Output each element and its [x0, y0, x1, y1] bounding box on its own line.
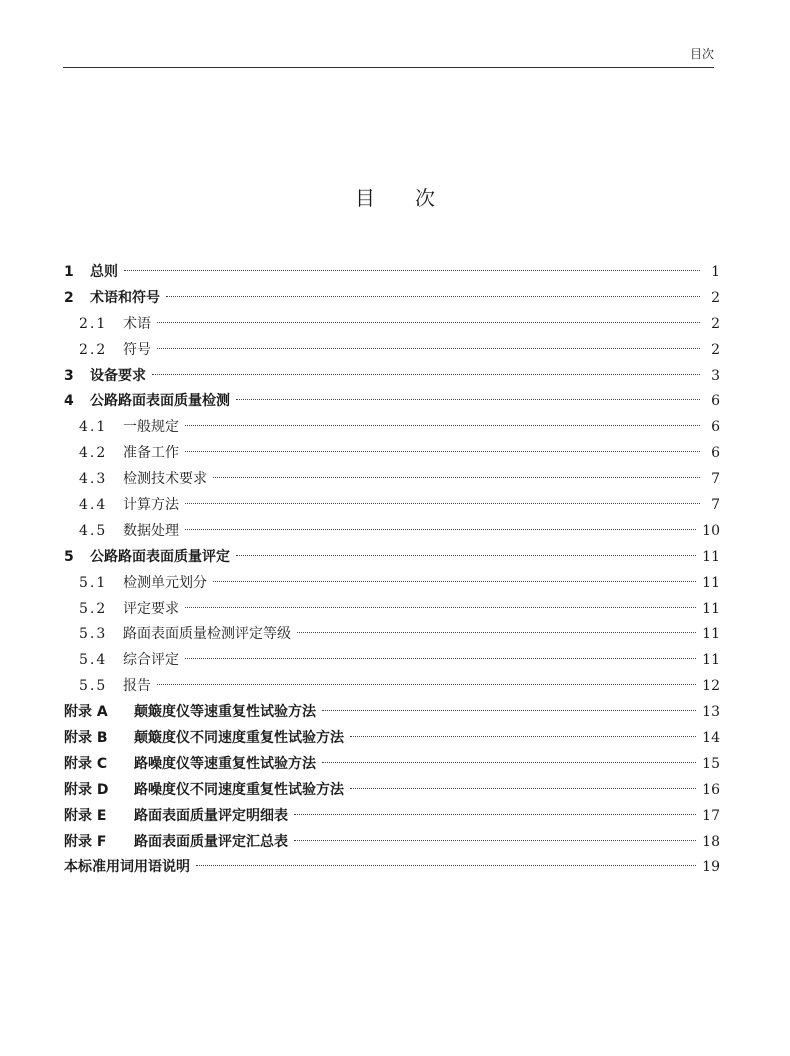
toc-entry[interactable] [64, 519, 720, 545]
running-header: 目次 [689, 47, 714, 61]
toc-dot-leader [213, 581, 696, 582]
toc-entry-title: 路面表面质量检测评定等级 [123, 626, 291, 643]
toc-entry-title: 数据处理 [123, 522, 179, 539]
toc-entry[interactable] [64, 752, 720, 778]
toc-entry-number: 4.3 [79, 471, 108, 488]
toc-entry[interactable] [64, 571, 720, 597]
toc-entry[interactable] [64, 597, 720, 623]
toc-dot-leader [157, 322, 700, 323]
toc-dot-leader [185, 607, 696, 608]
toc-entry-page-number: 3 [711, 367, 720, 384]
toc-entry-title: 路噪度仪等速重复性试验方法 [134, 755, 316, 772]
toc-entry-page-number: 7 [711, 497, 720, 514]
toc-entry-page-number: 17 [702, 807, 720, 824]
toc-entry-number: 5.4 [79, 652, 108, 669]
toc-entry[interactable] [64, 312, 720, 338]
toc-entry-number: 3 [64, 367, 74, 384]
toc-entry-page-number: 18 [702, 833, 720, 850]
toc-entry-title: 符号 [123, 341, 151, 358]
toc-dot-leader [166, 296, 700, 297]
toc-dot-leader [213, 477, 700, 478]
toc-entry-title: 准备工作 [123, 445, 179, 462]
toc-entry-title: 评定要求 [123, 600, 179, 617]
toc-entry-title: 本标准用词用语说明 [64, 859, 190, 876]
toc-entry-number: 5.3 [79, 626, 108, 643]
toc-entry-page-number: 11 [702, 626, 720, 643]
toc-entry[interactable] [64, 778, 720, 804]
toc-entry-title: 路面表面质量评定汇总表 [134, 833, 288, 850]
toc-dot-leader [196, 865, 696, 866]
toc-dot-leader [185, 503, 700, 504]
toc-entry[interactable] [64, 648, 720, 674]
toc-entry-number: 附录 B [64, 730, 108, 747]
toc-entry-number: 5 [64, 548, 74, 565]
toc-entry[interactable] [64, 467, 720, 493]
toc-entry-page-number: 11 [702, 548, 720, 565]
toc-dot-leader [185, 658, 696, 659]
toc-entry-page-number: 16 [702, 781, 720, 798]
toc-entry-page-number: 14 [702, 730, 720, 747]
toc-dot-leader [185, 451, 700, 452]
toc-entry-title: 颠簸度仪等速重复性试验方法 [134, 704, 316, 721]
toc-entry-page-number: 2 [711, 341, 720, 358]
toc-entry[interactable] [64, 804, 720, 830]
toc-entry[interactable] [64, 493, 720, 519]
toc-entry-title: 检测技术要求 [123, 471, 207, 488]
toc-entry-title: 报告 [123, 678, 151, 695]
toc-entry-title: 公路路面表面质量评定 [90, 548, 230, 565]
toc-entry-title: 路噪度仪不同速度重复性试验方法 [134, 781, 344, 798]
toc-entry-number: 2.2 [79, 341, 108, 358]
toc-entry[interactable] [64, 364, 720, 390]
toc-entry[interactable] [64, 389, 720, 415]
toc-entry-page-number: 13 [702, 704, 720, 721]
toc-entry-number: 附录 A [64, 704, 108, 721]
toc-dot-leader [322, 710, 696, 711]
toc-dot-leader [294, 814, 696, 815]
toc-entry-title: 术语和符号 [90, 289, 160, 306]
toc-dot-leader [294, 840, 696, 841]
table-of-contents [64, 260, 720, 881]
toc-entry-number: 附录 C [64, 755, 108, 772]
toc-entry-page-number: 19 [702, 859, 720, 876]
toc-entry[interactable] [64, 338, 720, 364]
toc-entry[interactable] [64, 830, 720, 856]
toc-dot-leader [185, 529, 696, 530]
toc-entry-page-number: 6 [711, 393, 720, 410]
toc-entry-title: 计算方法 [123, 497, 179, 514]
toc-entry-page-number: 12 [702, 678, 720, 695]
toc-entry[interactable] [64, 545, 720, 571]
toc-entry-title: 公路路面表面质量检测 [90, 393, 230, 410]
toc-entry-number: 附录 E [64, 807, 107, 824]
page-title: 目次 [355, 186, 475, 210]
toc-entry-number: 附录 D [64, 781, 109, 798]
toc-entry-page-number: 11 [702, 600, 720, 617]
toc-entry[interactable] [64, 622, 720, 648]
toc-entry-number: 1 [64, 264, 74, 280]
toc-entry-number: 2.1 [79, 315, 108, 332]
toc-entry-page-number: 6 [711, 445, 720, 462]
toc-dot-leader [350, 788, 696, 789]
toc-dot-leader [236, 399, 700, 400]
toc-entry-number: 2 [64, 289, 74, 306]
toc-entry-title: 一般规定 [123, 419, 179, 436]
toc-entry-number: 4.4 [79, 497, 108, 514]
toc-entry-title: 术语 [123, 315, 151, 332]
toc-entry[interactable] [64, 855, 720, 881]
toc-entry-page-number: 11 [702, 652, 720, 669]
toc-entry-title: 综合评定 [123, 652, 179, 669]
toc-entry-number: 5.2 [79, 600, 108, 617]
toc-entry-number: 4.2 [79, 445, 108, 462]
toc-dot-leader [185, 425, 700, 426]
toc-entry[interactable] [64, 441, 720, 467]
toc-entry-title: 检测单元划分 [123, 574, 207, 591]
toc-entry-page-number: 2 [711, 315, 720, 332]
toc-entry[interactable] [64, 286, 720, 312]
toc-entry-number: 附录 F [64, 833, 107, 850]
toc-entry[interactable] [64, 260, 720, 286]
toc-entry-page-number: 1 [711, 264, 720, 280]
toc-entry-number: 4.5 [79, 522, 108, 539]
toc-dot-leader [322, 762, 696, 763]
toc-entry-page-number: 6 [711, 419, 720, 436]
toc-entry-title: 总则 [90, 264, 118, 280]
toc-entry-title: 颠簸度仪不同速度重复性试验方法 [134, 730, 344, 747]
toc-dot-leader [157, 348, 700, 349]
toc-entry-page-number: 7 [711, 471, 720, 488]
toc-entry[interactable] [64, 700, 720, 726]
toc-entry[interactable] [64, 415, 720, 441]
toc-entry-number: 5.5 [79, 678, 108, 695]
toc-entry-number: 5.1 [79, 574, 108, 591]
toc-entry-number: 4.1 [79, 419, 108, 436]
toc-entry-page-number: 10 [702, 522, 720, 539]
toc-entry[interactable] [64, 726, 720, 752]
header-rule [63, 67, 714, 68]
toc-dot-leader [157, 684, 696, 685]
toc-dot-leader [124, 270, 700, 271]
toc-entry-number: 4 [64, 393, 74, 410]
toc-entry-page-number: 2 [711, 289, 720, 306]
toc-dot-leader [236, 555, 696, 556]
toc-dot-leader [350, 736, 696, 737]
toc-entry[interactable] [64, 674, 720, 700]
toc-entry-page-number: 15 [702, 755, 720, 772]
toc-entry-page-number: 11 [702, 574, 720, 591]
toc-dot-leader [152, 374, 700, 375]
toc-entry-title: 设备要求 [90, 367, 146, 384]
toc-entry-title: 路面表面质量评定明细表 [134, 807, 288, 824]
toc-dot-leader [297, 632, 696, 633]
